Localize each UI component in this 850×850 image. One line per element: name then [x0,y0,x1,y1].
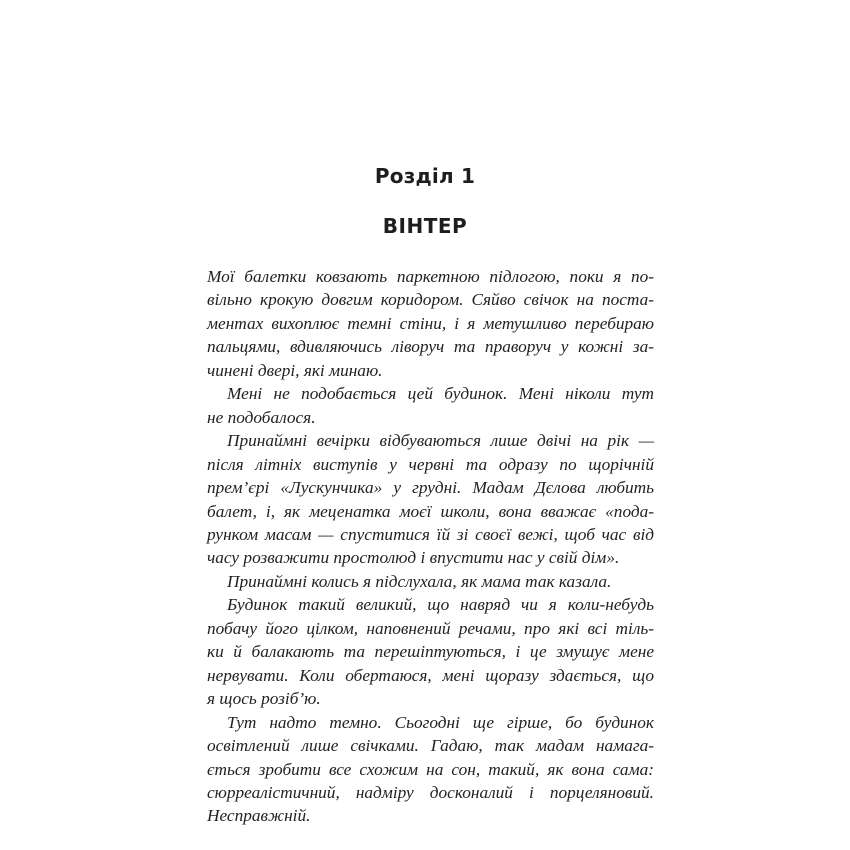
text-line: Мені не подобається цей будинок. Мені ніколи тут [227,384,654,404]
paragraph [207,711,654,828]
text-line: Тут надто темно. Сьогодні ще гірше, бо будинок [227,712,654,732]
paragraph [207,382,654,429]
text-line: балет, і, як меценатка моєї школи, вона вважає «пода- [207,501,654,521]
text-line: я щось розіб’ю. [207,689,321,709]
paragraph [207,429,654,570]
chapter-title: ВІНТЕР [382,214,468,238]
text-line: ється зробити все схожим на сон, такий, як вона сама: [207,759,654,779]
paragraph [207,265,654,382]
text-line: рунком масам — спуститися їй зі своєї вежі, щоб час від [207,524,654,544]
text-line: Несправжній. [207,806,311,826]
text-line: Будинок такий великий, що навряд чи я коли-небудь [227,595,654,615]
chapter-number: Розділ 1 [374,164,476,188]
text-line: Принаймні колись я підслухала, як мама так казала. [227,571,612,591]
text-line: Мої балетки ковзають паркетною підлогою, поки я по- [207,267,654,286]
text-line: після літніх виступів у червні та одразу по щорічній [207,454,654,474]
text-line: побачу його цілком, наповнений речами, про які всі тіль- [207,618,654,638]
text-line: нервувати. Коли обертаюся, мені щоразу здається, що [207,665,654,685]
paragraph [207,570,654,593]
paragraph [207,593,654,710]
text-line: часу розважити простолюд і впустити нас у свій дім». [207,548,620,568]
text-line: Принаймні вечірки відбуваються лише двічі на рік — [227,431,654,451]
text-line: сюрреалістичний, надміру досконалий і порцеляновий. [207,782,654,802]
text-line: прем’єрі «Лускунчика» у грудні. Мадам Дєлова любить [207,478,654,498]
text-line: вільно крокую довгим коридором. Сяйво свічок на поста- [207,290,654,310]
text-line: чинені двері, які минаю. [207,360,383,380]
chapter-body [207,265,654,828]
text-line: ментах вихоплює темні стіни, і я метушливо перебираю [207,313,654,333]
text-line: освітлений лише свічками. Гадаю, так мадам намага- [207,736,654,756]
text-line: ки й балакають та перешіптуються, і це змушує мене [207,642,654,662]
text-line: не подобалося. [207,407,316,427]
text-line: пальцями, вдивляючись ліворуч та праворуч у кожні за- [207,337,654,357]
